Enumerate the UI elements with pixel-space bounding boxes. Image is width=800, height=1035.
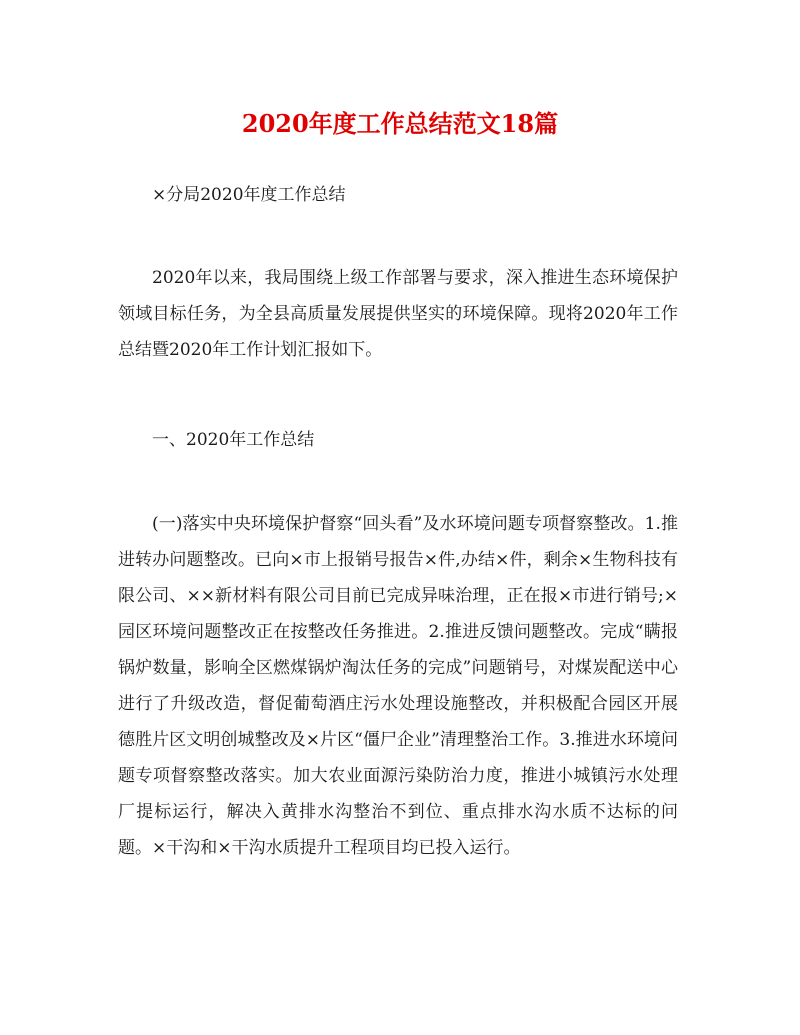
document-title: 2020年度工作总结范文18篇 (241, 109, 559, 138)
section-body-paragraph: (一)落实中央环境保护督察“回头看”及水环境问题专项督察整改。1.推进转办问题整改。已向×市上报销号报告×件,办结×件，剩余×生物科技有限公司、××新材料有限公司目前已完成异味治理，正在报×市进行销号;×园区环境问题整改正在按整改任务推进。2.推进反馈问题整改。完成“瞒报锅炉数量，影响全区燃煤锅炉淘汰任务的完成”问题销号，对煤炭配送中心进行了升级改造，督促葡萄酒庄污水处理设施整改，并积极配合园区开展德胜片区文明创城整改及×片区“僵尸企业”清理整治工作。3.推进水环境问题专项督察整改落实。加大农业面源污染防治力度，推进小城镇污水处理厂提标运行，解决入黄排水沟整治不到位、重点排水沟水质不达标的问题。×干沟和×干沟水质提升工程项目均已投入运行。 (118, 514, 678, 858)
section-heading: 一、2020年工作总结 (152, 430, 315, 450)
intro-paragraph: 2020年以来，我局围绕上级工作部署与要求，深入推进生态环境保护领域目标任务，为全县高质量发展提供坚实的环境保障。现将2020年工作总结暨2020年工作计划汇报如下。 (118, 268, 678, 360)
document-subtitle: ×分局2020年度工作总结 (152, 185, 346, 205)
